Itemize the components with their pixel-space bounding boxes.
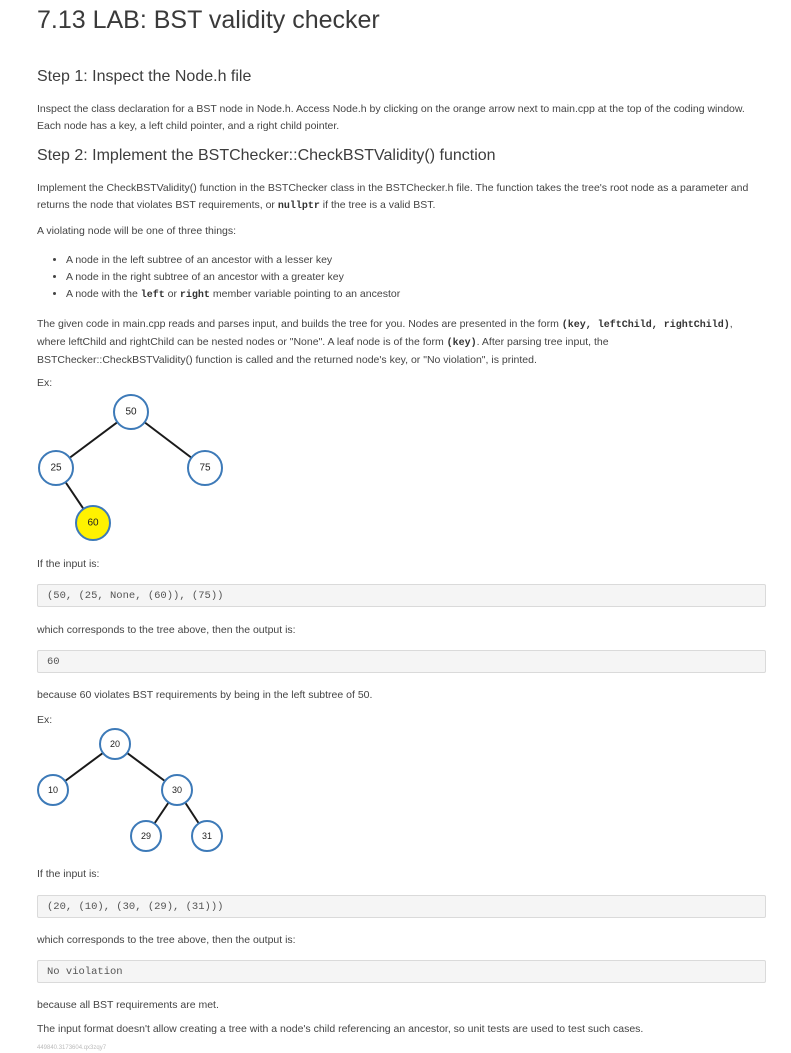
leaf-form-code: (key) bbox=[446, 338, 477, 349]
example2-output-block: No violation bbox=[37, 960, 766, 983]
page-title: 7.13 LAB: BST validity checker bbox=[37, 6, 380, 34]
node-label: 30 bbox=[171, 785, 183, 795]
node-label: 31 bbox=[201, 831, 213, 841]
node-label: 60 bbox=[87, 517, 99, 529]
given-code-text bbox=[37, 316, 757, 369]
bullet-text: or bbox=[164, 288, 180, 300]
node-label: 10 bbox=[47, 785, 59, 795]
step2-heading: Step 2: Implement the BSTChecker::CheckBSTValidity() function bbox=[37, 147, 496, 164]
if-input-label: If the input is: bbox=[37, 868, 100, 880]
node-label: 20 bbox=[109, 739, 121, 749]
example2-explanation: because all BST requirements are met. bbox=[37, 999, 219, 1011]
example2-input-block: (20, (10), (30, (29), (31))) bbox=[37, 895, 766, 918]
if-input-label: If the input is: bbox=[37, 558, 100, 570]
step1-heading: Step 1: Inspect the Node.h file bbox=[37, 68, 252, 85]
node-label: 50 bbox=[125, 406, 137, 418]
node-form-code: (key, leftChild, rightChild) bbox=[561, 320, 730, 331]
example2-tree-diagram bbox=[0, 725, 260, 860]
left-code: left bbox=[140, 290, 165, 301]
example1-label: Ex: bbox=[37, 377, 53, 389]
example1-output-block: 60 bbox=[37, 650, 766, 673]
corresponds-text: which corresponds to the tree above, then the output is: bbox=[37, 624, 296, 636]
example1-tree-diagram bbox=[0, 390, 260, 550]
step2-text-part: Implement the CheckBSTValidity() function in the BSTChecker class in the BSTChecker.h file. The function takes the tree's root node as a parameter and returns the node that violates BST requirements, or bbox=[37, 182, 749, 211]
node-label: 29 bbox=[140, 831, 152, 841]
given-text-part: , where leftChild and rightChild can be nested nodes or "None". A leaf node is of the form bbox=[37, 318, 733, 348]
node-label: 25 bbox=[50, 462, 62, 474]
step2-text bbox=[37, 180, 757, 215]
closing-note: The input format doesn't allow creating a tree with a node's child referencing an ancestor, so unit tests are used to test such cases. bbox=[37, 1023, 644, 1035]
node-label: 75 bbox=[199, 462, 211, 474]
example1-input-block: (50, (25, None, (60)), (75)) bbox=[37, 584, 766, 607]
list-item bbox=[66, 286, 400, 304]
list-item: • A node in the right subtree of an ancestor with a greater key bbox=[66, 269, 400, 286]
nullptr-code: nullptr bbox=[277, 201, 320, 212]
step2-text-part: if the tree is a valid BST. bbox=[319, 199, 436, 211]
example2-label: Ex: bbox=[37, 714, 53, 726]
corresponds-text: which corresponds to the tree above, then the output is: bbox=[37, 934, 296, 946]
right-code: right bbox=[179, 290, 210, 301]
violation-list bbox=[52, 252, 400, 304]
footer-id: 449840.3173604.qx3zqy7 bbox=[37, 1045, 107, 1051]
list-item: • A node in the left subtree of an ancestor with a lesser key bbox=[66, 252, 400, 269]
bullet-text: member variable pointing to an ancestor bbox=[209, 288, 401, 300]
given-text-part: The given code in main.cpp reads and parses input, and builds the tree for you. Nodes are presented in the form bbox=[37, 318, 562, 330]
given-text-part: . After parsing tree input, the BSTChecker::CheckBSTValidity() function is called and the returned node's key, or "No violation", is printed. bbox=[37, 336, 609, 366]
step1-text: Inspect the class declaration for a BST node in Node.h. Access Node.h by clicking on the orange arrow next to main.cpp at the top of the coding window. Each node has a key, a left child pointer, and a right child pointer. bbox=[37, 103, 745, 132]
violating-intro: A violating node will be one of three things: bbox=[37, 225, 237, 237]
bullet-text: A node with the bbox=[66, 288, 141, 300]
example1-explanation: because 60 violates BST requirements by being in the left subtree of 50. bbox=[37, 689, 373, 701]
